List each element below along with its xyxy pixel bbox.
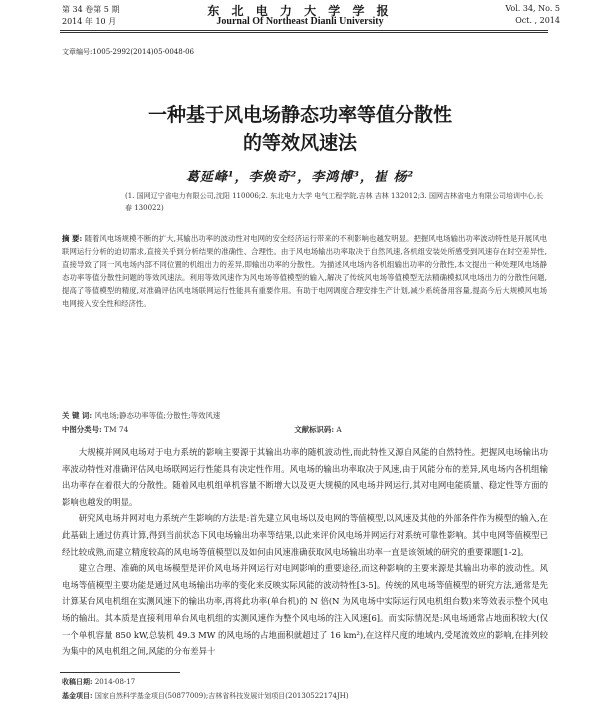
doc-code: A — [336, 425, 342, 434]
footnote-rule — [60, 672, 180, 673]
paragraph-3: 建立合理、准确的风电场模型是评价风电场并网运行对电网影响的重要途径,而这种影响的主要来源是其输出功率的波动性。风电场等值模型主要功能是通过风电场输出功率的变化来反映实际风能的波动特性[3-5]。传统的风电场等值模型的研究方法,通常是先计算某台风电机组在实测风速下的输出功率,再将此功率(单台机)的 N 倍(N 为风电场中实际运行风电机组台数)来等效表示整个风电场的输出。其本质是直接利用单台风电机组的实测风速作为整个风电场的注入风速[6]。而实际情况是:风电场通常占地面积较大(仅一个单机容量 850 kW,总装机 49.3 MW 的风电场的占地面积就超过了 16 km²),在这样尺度的地域内,受尾流效应的影响,在排列较为集中的风电机组之间,风能的分布差异十 — [62, 563, 548, 657]
keywords-text: 风电场;静态功率等值;分散性;等效风速 — [94, 411, 221, 420]
received-date — [62, 677, 135, 687]
body-text — [62, 444, 548, 660]
header-rule-bottom — [60, 32, 548, 33]
article-number: 文章编号:1005-2992(2014)05-0048-06 — [62, 48, 194, 56]
classification — [62, 424, 342, 435]
page-header — [0, 0, 600, 30]
clc-code: TM 74 — [104, 425, 129, 434]
fund-info — [62, 691, 349, 701]
journal-name-en: Journal Of Northeast Dianli University — [216, 16, 384, 27]
fund-label: 基金项目: — [62, 691, 93, 700]
title-line-1: 一种基于风电场静态功率等值分散性 — [147, 104, 452, 126]
abstract-label: 摘 要: — [62, 234, 83, 243]
title-line-2: 的等效风速法 — [242, 132, 357, 154]
received-label: 收稿日期: — [62, 677, 93, 686]
keywords — [62, 410, 220, 421]
keywords-label: 关 键 词: — [62, 411, 93, 420]
volume-en: Vol. 34, No. 5 — [505, 4, 560, 13]
date-cn: 2014 年 10 月 — [62, 17, 117, 26]
clc-label: 中图分类号: — [62, 425, 102, 434]
doc-code-label: 文献标识码: — [294, 425, 335, 434]
volume-cn: 第 34 卷第 5 期 — [62, 5, 120, 14]
fund-value: 国家自然科学基金项目(50877009);吉林省科技发展计划项目(20130522174JH) — [94, 692, 349, 700]
affiliation: (1. 国网辽宁省电力有限公司,沈阳 110006;2. 东北电力大学 电气工程学院,吉林 吉林 132012;3. 国网吉林省电力有限公司培训中心,长春 130022) — [125, 192, 544, 212]
received-value: 2014-08-17 — [94, 678, 136, 686]
paragraph-1: 大规模并网风电场对于电力系统的影响主要源于其输出功率的随机波动性,而此特性又源自风能的自然特性。把握风电场输出功率波动特性对准确评估风电场联网运行性能具有决定性作用。风电场的输出功率取决于风速,由于风能分布的差异,风电场内各机组输出功率存在着很大的分散性。随着风电机组单机容量不断增大以及更大规模的风电场并网运行,其对电网电能质量、稳定性等方面的影响也越发的明显。 — [62, 447, 548, 507]
abstract — [62, 232, 547, 310]
paragraph-2: 研究风电场并网对电力系统产生影响的方法是:首先建立风电场以及电网的等值模型,以风速及其他的外部条件作为模型的输入,在此基础上通过仿真计算,得到当前状态下风电场输出功率等结果,以此来评价风电场并网运行对系统可靠性影响。其中电网等值模型已经比较成熟,而建立精度较高的风电场等值模型以及如何由风速准确获取风电场输出功率一直是该领域的研究的重要课题[1-2]。 — [62, 513, 548, 557]
date-en: Oct. , 2014 — [515, 16, 560, 25]
abstract-text: 随着风电场规模不断的扩大,其输出功率的波动性对电网的安全经济运行带来的不利影响也越发明显。把握风电场输出功率波动特性是开展风电联网运行分析的迫切需求,直接关乎到分析结果的准确性、合理性。由于风电场输出功率取决于自然风速,各机组安装处所感受到风速存在时空差异性,直接导致了同一风电场内部不同位置的机组出力的差异,即输出功率的分散性。为描述风电场内各机组输出功率的分散性,本文提出一种处理风电场静态功率等值分散性问题的等效风速法。利用等效风速作为风电场等值模型的输入,解决了传统风电场等值模型无法精确模拟风电场出力的分散性问题,提高了等值模型的精度,对准确评估风电场联网运行性能具有重要作用。有助于电网调度合理安排生产计划,减少系统备用容量,提高今后大规模风电场电网接入安全性和经济性。 — [62, 234, 548, 308]
authors: 葛延峰¹，李焕奇²，李鸿博³，崔 杨² — [185, 170, 415, 185]
journal-name-cn: 东 北 电 力 大 学 学 报 — [207, 4, 393, 18]
header-rule-top — [60, 30, 548, 31]
